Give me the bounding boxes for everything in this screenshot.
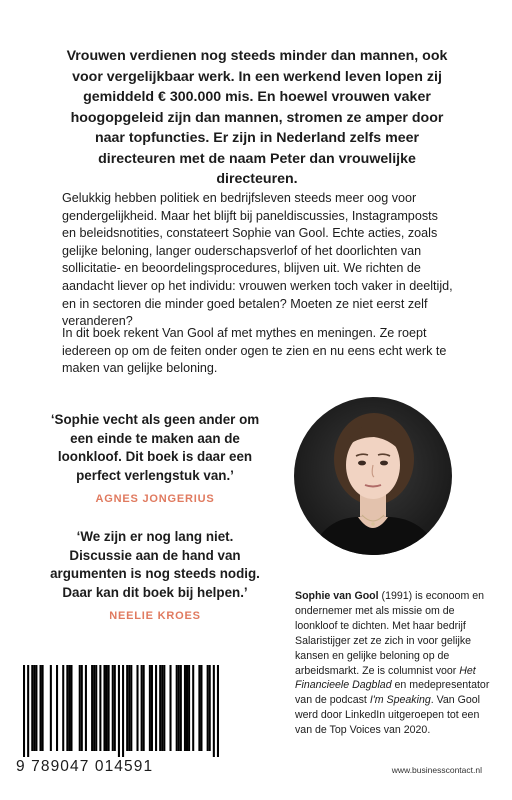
barcode-bar	[114, 665, 116, 751]
barcode-bar	[70, 665, 72, 751]
isbn-number: 9 789047 014591	[16, 758, 154, 775]
bio-text: . Van Gool werd door LinkedIn uitgeroepen tot een van de Top Voices van 2020.	[295, 694, 481, 737]
barcode-bar	[122, 665, 124, 757]
endorsement-quote	[50, 528, 260, 622]
barcode-bar	[35, 665, 37, 751]
barcode-bar	[176, 665, 178, 751]
barcode-bar	[91, 665, 93, 751]
newspaper-title: Het Financieele Dagblad	[295, 664, 476, 692]
barcode-bar	[118, 665, 120, 757]
barcode-bar	[103, 665, 105, 751]
barcode-bar	[149, 665, 151, 751]
quote-author: AGNES JONGERIUS	[95, 492, 215, 505]
endorsement-quote	[50, 411, 260, 505]
barcode-bar	[99, 665, 101, 751]
barcode-bar	[192, 665, 194, 751]
barcode-bar	[56, 665, 58, 751]
barcode-bar	[161, 665, 163, 751]
barcode-bar	[207, 665, 209, 751]
quote-text: ‘We zijn er nog lang niet. Discussie aan de hand van argumenten is nog steeds nodig. Daar kan dit boek bij helpen.’	[50, 529, 260, 601]
barcode-bar	[188, 665, 190, 751]
intro-text: Vrouwen verdienen nog steeds minder dan mannen, ook voor vergelijkbaar werk. In een werkend leven lopen zij gemiddeld € 300.000 mis. En hoewel vrouwen vaker hoogopgeleid zijn dan mannen, stromen ze amper door naar topfuncties. Er zijn in Nederland zelfs meer directeuren met de naam Peter dan vrouwelijke directeuren.	[66, 48, 448, 187]
barcode-bar	[186, 665, 188, 751]
barcode-bar	[184, 665, 186, 751]
barcode-bar	[68, 665, 70, 751]
barcode-bar	[108, 665, 110, 751]
barcode-bar	[126, 665, 128, 751]
barcode-bar	[95, 665, 97, 751]
author-photo	[294, 397, 452, 555]
author-bio	[295, 589, 495, 738]
quote-text: ‘Sophie vecht als geen ander om een einde te maken aan de loonkloof. Dit boek is daar een perfect verlengstuk van.’	[50, 412, 260, 484]
barcode-bar	[27, 665, 29, 757]
bio-text: en medepresentator van de podcast	[295, 679, 490, 707]
barcode-bar	[62, 665, 64, 751]
barcode-bar	[79, 665, 81, 751]
barcode-bar	[81, 665, 83, 751]
isbn-barcode	[23, 665, 219, 757]
barcode-bar	[198, 665, 200, 751]
body-paragraph: In dit boek rekent Van Gool af met mythes en meningen. Ze roept iedereen op om de feiten onder ogen te zien en nu eens echt werk te maken van gelijke beloning.	[62, 326, 447, 376]
barcode-bar	[66, 665, 68, 751]
barcode-bar	[42, 665, 44, 751]
barcode-bar	[85, 665, 87, 751]
barcode-bar	[136, 665, 138, 751]
barcode-bar	[93, 665, 95, 751]
barcode-bar	[180, 665, 182, 751]
barcode-bar	[151, 665, 153, 751]
barcode-bar	[209, 665, 211, 751]
barcode-bar	[141, 665, 143, 751]
quote-author: NEELIE KROES	[109, 609, 201, 622]
barcode-bar	[31, 665, 33, 751]
barcode-bar	[112, 665, 114, 751]
body-paragraph: Gelukkig hebben politiek en bedrijfsleven steeds meer oog voor gendergelijkheid. Maar het blijft bij paneldiscussies, Instagramposts en beleidsnotities, constateert Sophie van Gool. Echte acties, zoals gelijke beloning, langer ouderschapsverlof of het doorlichten van sollicitatie- en beoordelingsprocedures, blijven uit. We richten de aandacht liever op het individu: vrouwen werken toch vaker in deeltijd, en in sectoren die minder goed betalen? Moeten ze niet eerst zelf veranderen?	[62, 191, 453, 329]
barcode-bar	[106, 665, 108, 751]
barcode-bar	[155, 665, 157, 751]
bio-text: (1991) is econoom en ondernemer met als missie om de loonkloof te dichten. Met haar bedrijf Salaristijger zet ze zich in voor gelijke kansen en gelijke beloning op de arbeidsmarkt. Ze is columnist voor	[295, 590, 485, 677]
barcode-bar	[23, 665, 25, 757]
barcode-bar	[143, 665, 145, 751]
barcode-bar	[40, 665, 42, 751]
author-name: Sophie van Gool	[295, 590, 379, 602]
barcode-bar	[200, 665, 202, 751]
barcode-bar	[128, 665, 130, 751]
barcode-bar	[130, 665, 132, 751]
barcode-bar	[217, 665, 219, 757]
barcode-bar	[33, 665, 35, 751]
publisher-website: www.businesscontact.nl	[391, 765, 482, 775]
barcode-bar	[178, 665, 180, 751]
barcode-bar	[50, 665, 52, 751]
barcode-bar	[213, 665, 215, 757]
barcode-bar	[159, 665, 161, 751]
barcode-bar	[169, 665, 171, 751]
podcast-title: I'm Speaking	[369, 694, 431, 707]
barcode-bar	[163, 665, 165, 751]
